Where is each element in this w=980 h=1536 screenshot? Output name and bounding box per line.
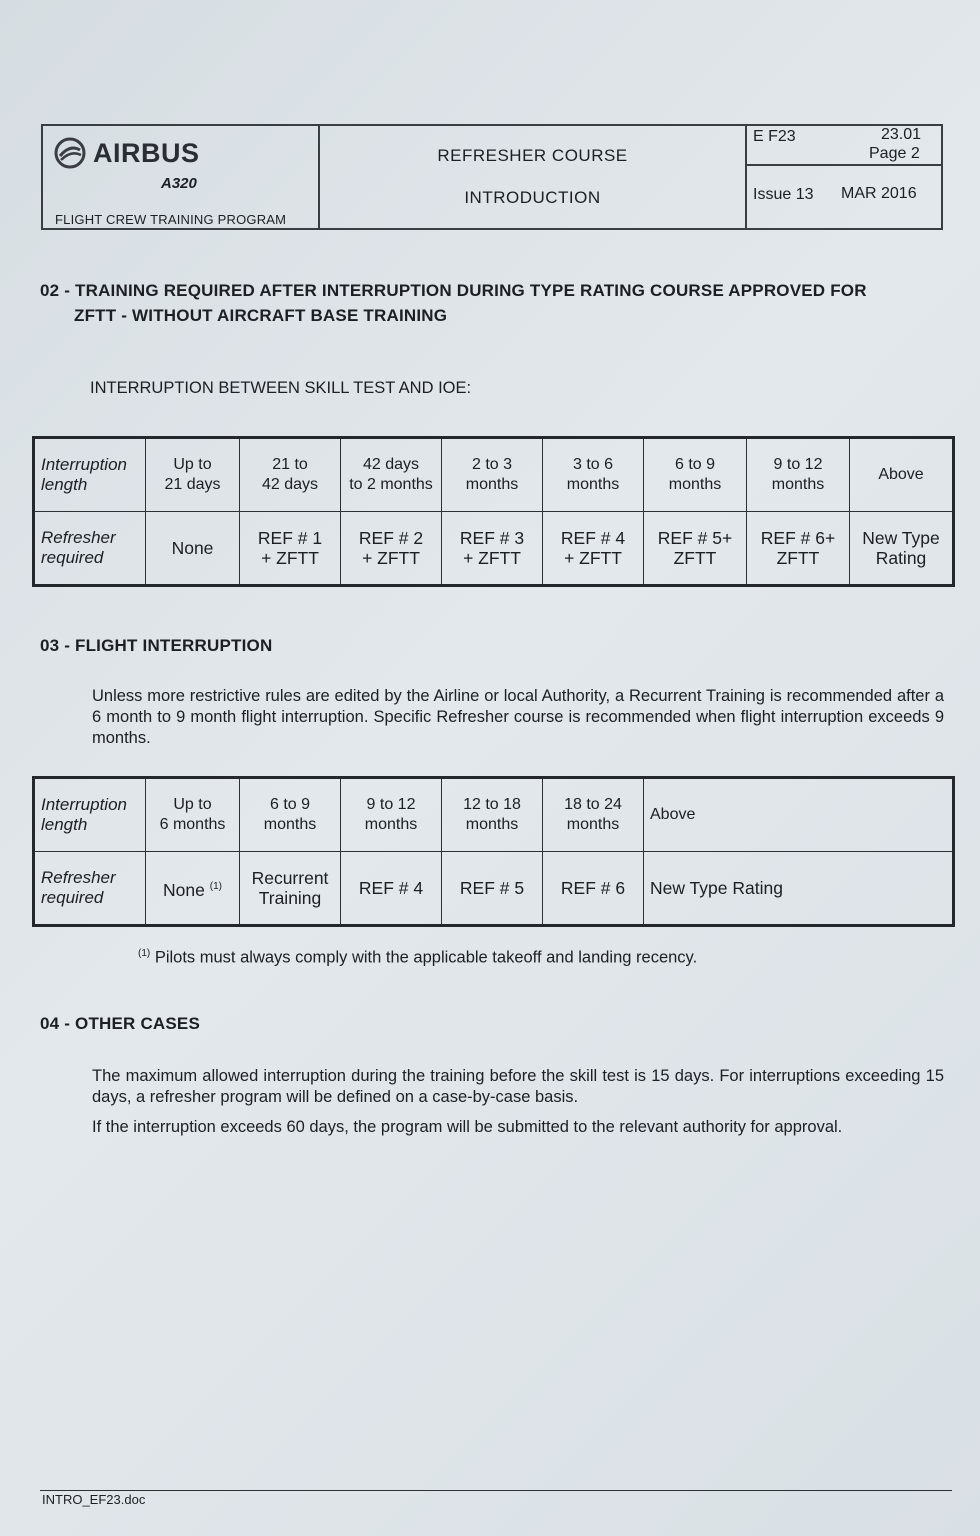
row-label-interruption: Interruption length <box>34 778 146 852</box>
table-row <box>34 438 954 512</box>
table-cell: New Type Rating <box>850 512 954 586</box>
table-cell: 9 to 12 months <box>747 438 850 512</box>
table-cell: Up to 21 days <box>146 438 240 512</box>
table-cell: REF # 4 + ZFTT <box>543 512 644 586</box>
table-cell: 9 to 12 months <box>341 778 442 852</box>
table-cell: None <box>146 512 240 586</box>
table-cell: 6 to 9 months <box>644 438 747 512</box>
section-04-heading: 04 - OTHER CASES <box>40 1014 201 1033</box>
brand-name: AIRBUS <box>93 137 200 168</box>
table-cell: REF # 5+ ZFTT <box>644 512 747 586</box>
header-title-cell <box>320 126 747 228</box>
table-cell: None $^{(1)}$ <box>146 852 240 926</box>
footnote-text: Pilots must always comply with the applicable takeoff and landing recency. <box>154 948 698 967</box>
table-cell: Above <box>850 438 954 512</box>
page-number: Page 2 <box>869 145 920 162</box>
table-row <box>34 512 954 586</box>
section-02-heading-line1: 02 - TRAINING REQUIRED AFTER INTERRUPTION DURING TYPE RATING COURSE APPROVED FOR <box>40 281 867 300</box>
document-header <box>41 124 943 230</box>
program-name: FLIGHT CREW TRAINING PROGRAM <box>55 212 287 227</box>
table-cell: 12 to 18 months <box>442 778 543 852</box>
row-label-refresher: Refresher required <box>34 512 146 586</box>
airbus-swirl-icon <box>53 136 87 170</box>
table-cell: 3 to 6 months <box>543 438 644 512</box>
section-04-paragraph-2: If the interruption exceeds 60 days, the program will be submitted to the relevant authority for approval. <box>92 1118 843 1136</box>
section-02-subheading: INTERRUPTION BETWEEN SKILL TEST AND IOE: <box>90 379 472 397</box>
row-label-refresher: Refresher required <box>34 852 146 926</box>
footnote-marker: (1) <box>138 948 151 959</box>
table-cell: REF # 1 + ZFTT <box>240 512 341 586</box>
section-03-heading: 03 - FLIGHT INTERRUPTION <box>40 636 273 655</box>
footer-filename: INTRO_EF23.doc <box>42 1492 146 1507</box>
table-cell: 6 to 9 months <box>240 778 341 852</box>
table-row <box>34 852 954 926</box>
course-title: REFRESHER COURSE <box>437 146 628 165</box>
section-04-paragraph-1: The maximum allowed interruption during the training before the skill test is 15 days. For interruptions exceeding 15 days, a refresher program will be defined on a case-by-case basis. <box>92 1067 944 1106</box>
table-cell: Up to 6 months <box>146 778 240 852</box>
issue-number: Issue 13 <box>753 186 814 203</box>
table-cell: Recurrent Training <box>240 852 341 926</box>
header-divider <box>747 164 943 166</box>
section-number: 23.01 <box>881 126 922 143</box>
table-cell: REF # 3 + ZFTT <box>442 512 543 586</box>
doc-code: E F23 <box>753 128 796 145</box>
table-cell: 18 to 24 months <box>543 778 644 852</box>
table-cell: 2 to 3 months <box>442 438 543 512</box>
interruption-table-flight <box>32 776 955 927</box>
table-cell: 21 to 42 days <box>240 438 341 512</box>
table-cell: REF # 4 <box>341 852 442 926</box>
table-row <box>34 778 954 852</box>
table-cell: New Type Rating <box>644 852 954 926</box>
section-03-paragraph: Unless more restrictive rules are edited by the Airline or local Authority, a Recurrent Training is recommended after a 6 month to 9 month flight interruption. Specific Refresher course is recommended when flight interruption exceeds 9 months. <box>92 687 944 747</box>
table-cell: REF # 6 <box>543 852 644 926</box>
header-ref-cell <box>747 126 943 228</box>
row-label-interruption: Interruption length <box>34 438 146 512</box>
section-02-heading-line2: ZFTT - WITHOUT AIRCRAFT BASE TRAINING <box>74 306 448 325</box>
interruption-table-skill-test <box>32 436 955 587</box>
airbus-logo <box>53 136 200 170</box>
issue-date: MAR 2016 <box>841 185 917 202</box>
table-cell: REF # 5 <box>442 852 543 926</box>
aircraft-model: A320 <box>161 175 197 192</box>
table-cell: Above <box>644 778 954 852</box>
footnote-ref: (1) <box>209 880 222 892</box>
footer-rule <box>40 1490 952 1491</box>
table-cell: REF # 6+ ZFTT <box>747 512 850 586</box>
table-cell: 42 days to 2 months <box>341 438 442 512</box>
header-logo-cell <box>43 126 320 228</box>
chapter-title: INTRODUCTION <box>464 188 601 207</box>
table-cell: REF # 2 + ZFTT <box>341 512 442 586</box>
footnote <box>138 948 697 968</box>
